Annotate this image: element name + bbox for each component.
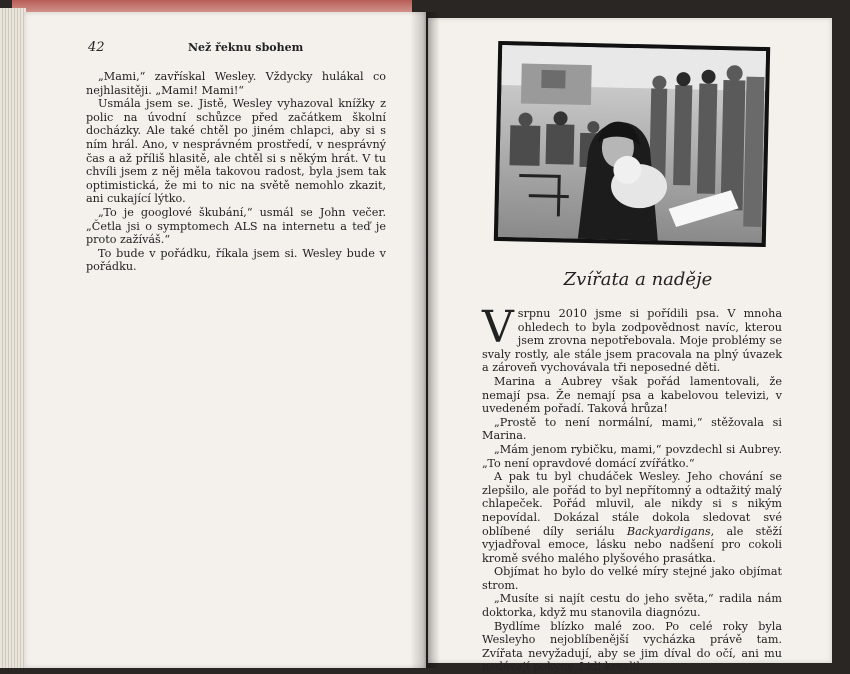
paragraph: To bude v pořádku, říkala jsem si. Wesley bude v pořádku. [86,246,386,274]
left-page-header [88,40,304,55]
photo-woman-with-dog [498,45,766,243]
paragraph: „Mami,“ zavřískal Wesley. Vždycky hulákal co nejhlasitěji. „Mami! Mami!“ [86,70,386,97]
paragraph: Objímat ho bylo do velké míry stejné jako objímat strom. [482,565,782,592]
left-page [24,12,426,668]
running-head: Než řeknu sbohem [188,41,304,54]
paragraph-wesley [482,470,782,565]
paragraph: Usmála jsem se. Jistě, Wesley vyhazoval knížky z polic na úvodní schůzce před začátkem školní docházky. Ale také chtěl po jiném chlapci, aby si s ním hrál. Ano, v nesprávném prostředí, v nesprávný čas a až příliš hlasitě, ale chtěl si s někým hrát. V tu chvíli jsem z něj měla takovou radost, byla jsem tak optimistická, že mi to nic na světě nemohlo zkazit, ani cukající lýtko. [86,97,386,206]
paragraph: „To je googlové škubání,“ usmál se John večer. „Četla jsi o symptomech ALS na internetu a teď je proto zažíváš.“ [86,205,386,247]
paragraph: „Musíte si najít cestu do jeho světa,“ radila nám doktorka, když mu stanovila diagnózu. [482,592,782,620]
paragraph: Bydlíme blízko malé zoo. Po celé roky byla Wesleyho nejoblíbenější vycházka právě tam. Zvířata nevyžadují, aby se jim díval do očí, ani mu nedávají pokyny. Lidi kreslil [482,619,782,674]
first-paragraph-text: srpnu 2010 jsme si pořídili psa. V mnoha ohledech to byla zodpovědnost navíc, kterou jsem zrovna nepotřebovala. Moje problémy se svaly rostly, ale stále jsem pracovala na plný úvazek a zároveň vychovávala tři neposedné děti. [482,307,782,375]
paragraph: „Prostě to není normální, mami,“ stěžovala si Marina. [482,415,782,443]
paragraph: „Mám jenom rybičku, mami,“ povzdechl si Aubrey. „To není opravdové domácí zvířátko.“ [482,442,782,470]
first-paragraph [482,302,782,375]
left-page-text [86,70,386,274]
right-page [428,18,832,674]
page-edges-left [0,8,26,668]
chapter-title: Zvířata a naděje [563,269,713,290]
page-number: 42 [88,40,105,55]
paragraph-text: , ale stěží vyjadřoval emoce, lásku nebo nadšení pro cokoli kromě svého malého plyšového prasátka. [482,524,782,565]
drop-cap: V [482,302,514,353]
chapter-photo [494,41,770,247]
paragraph: Marina a Aubrey však pořád lamentovali, že nemají psa. Že nemají psa a kabelovou televizi, v uvedeném pořadí. Taková hrůza! [482,374,782,416]
series-title: Backyardigans [626,524,711,538]
right-page-text [482,302,782,674]
paragraph-text: A pak tu byl chudáček Wesley. Jeho chování se zlepšilo, ale pořád to byl nepřítomný a odtažitý malý chlapeček. Pořád mluvil, ale nikdy si s nikým nepovídal. Dokázal stále dokola sledovat své oblíbené díly seriálu [482,470,782,538]
